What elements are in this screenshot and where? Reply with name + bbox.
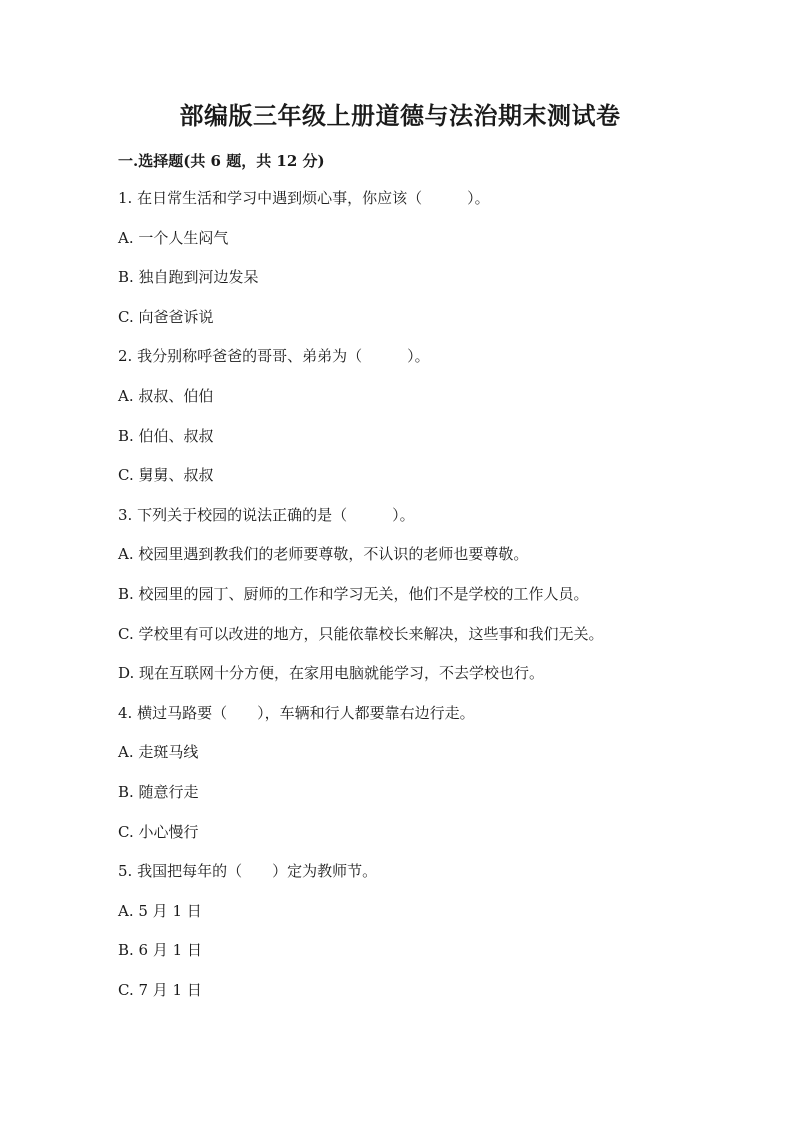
option-c: C. 7 月 1 日 xyxy=(118,980,202,999)
option-b: B. 随意行走 xyxy=(118,782,199,801)
option-b: B. 伯伯、叔叔 xyxy=(118,426,214,445)
page-title: 部编版三年级上册道德与法治期末测试卷 xyxy=(179,101,621,130)
question-4 xyxy=(118,701,718,859)
question-1 xyxy=(118,186,718,344)
question-2 xyxy=(118,344,718,502)
question-stem: 1. 在日常生活和学习中遇到烦心事，你应该（ ）。 xyxy=(118,189,490,207)
section-heading: 一.选择题(共 6 题，共 12 分) xyxy=(118,152,325,170)
question-stem: 3. 下列关于校园的说法正确的是（ ）。 xyxy=(118,505,415,524)
option-a: A. 校园里遇到教我们的老师要尊敬，不认识的老师也要尊敬。 xyxy=(118,545,529,564)
option-c: C. 舅舅、叔叔 xyxy=(118,466,214,485)
option-b: B. 独自跑到河边发呆 xyxy=(118,268,259,287)
question-stem: 5. 我国把每年的（ ）定为教师节。 xyxy=(118,862,378,881)
question-3 xyxy=(118,503,718,701)
option-d: D. 现在互联网十分方便，在家用电脑就能学习，不去学校也行。 xyxy=(118,664,545,683)
option-c: C. 向爸爸诉说 xyxy=(118,307,214,326)
option-c: C. 学校里有可以改进的地方，只能依靠校长来解决，这些事和我们无关。 xyxy=(118,624,604,643)
option-b: B. 校园里的园丁、厨师的工作和学习无关，他们不是学校的工作人员。 xyxy=(118,584,589,603)
question-stem: 2. 我分别称呼爸爸的哥哥、弟弟为（ ）。 xyxy=(118,347,430,366)
option-a: A. 走斑马线 xyxy=(118,743,199,762)
option-a: A. 5 月 1 日 xyxy=(118,901,202,920)
question-5 xyxy=(118,859,718,1017)
option-b: B. 6 月 1 日 xyxy=(118,941,202,960)
question-list xyxy=(118,186,718,1017)
question-stem: 4. 横过马路要（ ），车辆和行人都要靠右边行走。 xyxy=(118,703,475,722)
option-c: C. 小心慢行 xyxy=(118,822,199,841)
option-a: A. 叔叔、伯伯 xyxy=(118,386,214,405)
option-a: A. 一个人生闷气 xyxy=(118,228,229,247)
